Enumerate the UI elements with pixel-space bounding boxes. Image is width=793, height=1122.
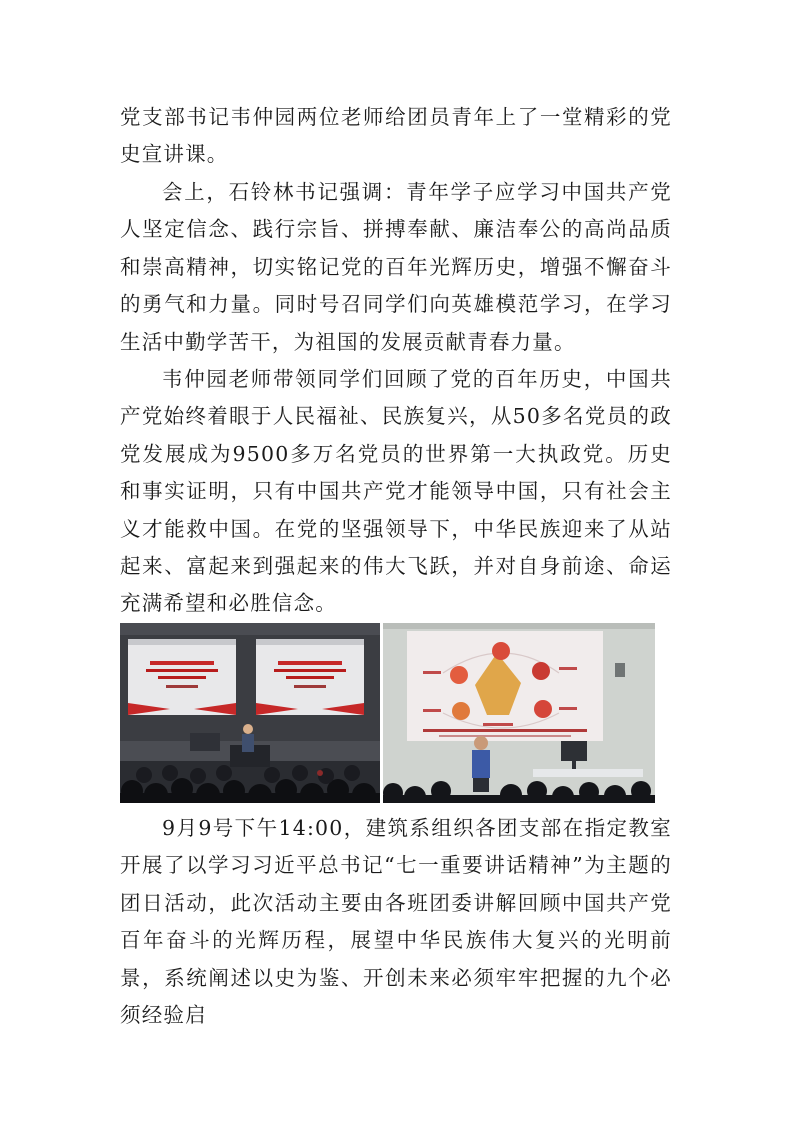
photo-speaker-projection-illustration	[383, 623, 655, 803]
photo-classroom-screens-illustration	[120, 623, 380, 803]
paragraph-4: 9月9号下午14:00，建筑系组织各团支部在指定教室开展了以学习习近平总书记“七一重要讲话精神”为主题的团日活动，此次活动主要由各班团委讲解回顾中国共产党百年奋斗的光辉历程，展望中华民族伟大复兴的光明前景，系统阐述以史为鉴、开创未来必须牢牢把握的九个必须经验启	[120, 816, 672, 1028]
photo-classroom-screens	[120, 623, 380, 803]
paragraph-3: 韦仲园老师带领同学们回顾了党的百年历史，中国共产党始终着眼于人民福祉、民族复兴，从50多名党员的政党发展成为9500多万名党员的世界第一大执政党。历史和事实证明，只有中国共产党才能领导中国，只有社会主义才能救中国。在党的坚强领导下，中华民族迎来了从站起来、富起来到强起来的伟大飞跃，并对自身前途、命运充满希望和必胜信念。	[120, 367, 672, 616]
photo-speaker-projection	[383, 623, 655, 803]
paragraph-2: 会上，石铃林书记强调：青年学子应学习中国共产党人坚定信念、践行宗旨、拼搏奉献、廉洁奉公的高尚品质和崇高精神，切实铭记党的百年光辉历史，增强不懈奋斗的勇气和力量。同时号召同学们向英雄模范学习，在学习生活中勤学苦干，为祖国的发展贡献青春力量。	[120, 180, 672, 354]
paragraph-1: 党支部书记韦仲园两位老师给团员青年上了一堂精彩的党史宣讲课。	[120, 105, 672, 167]
